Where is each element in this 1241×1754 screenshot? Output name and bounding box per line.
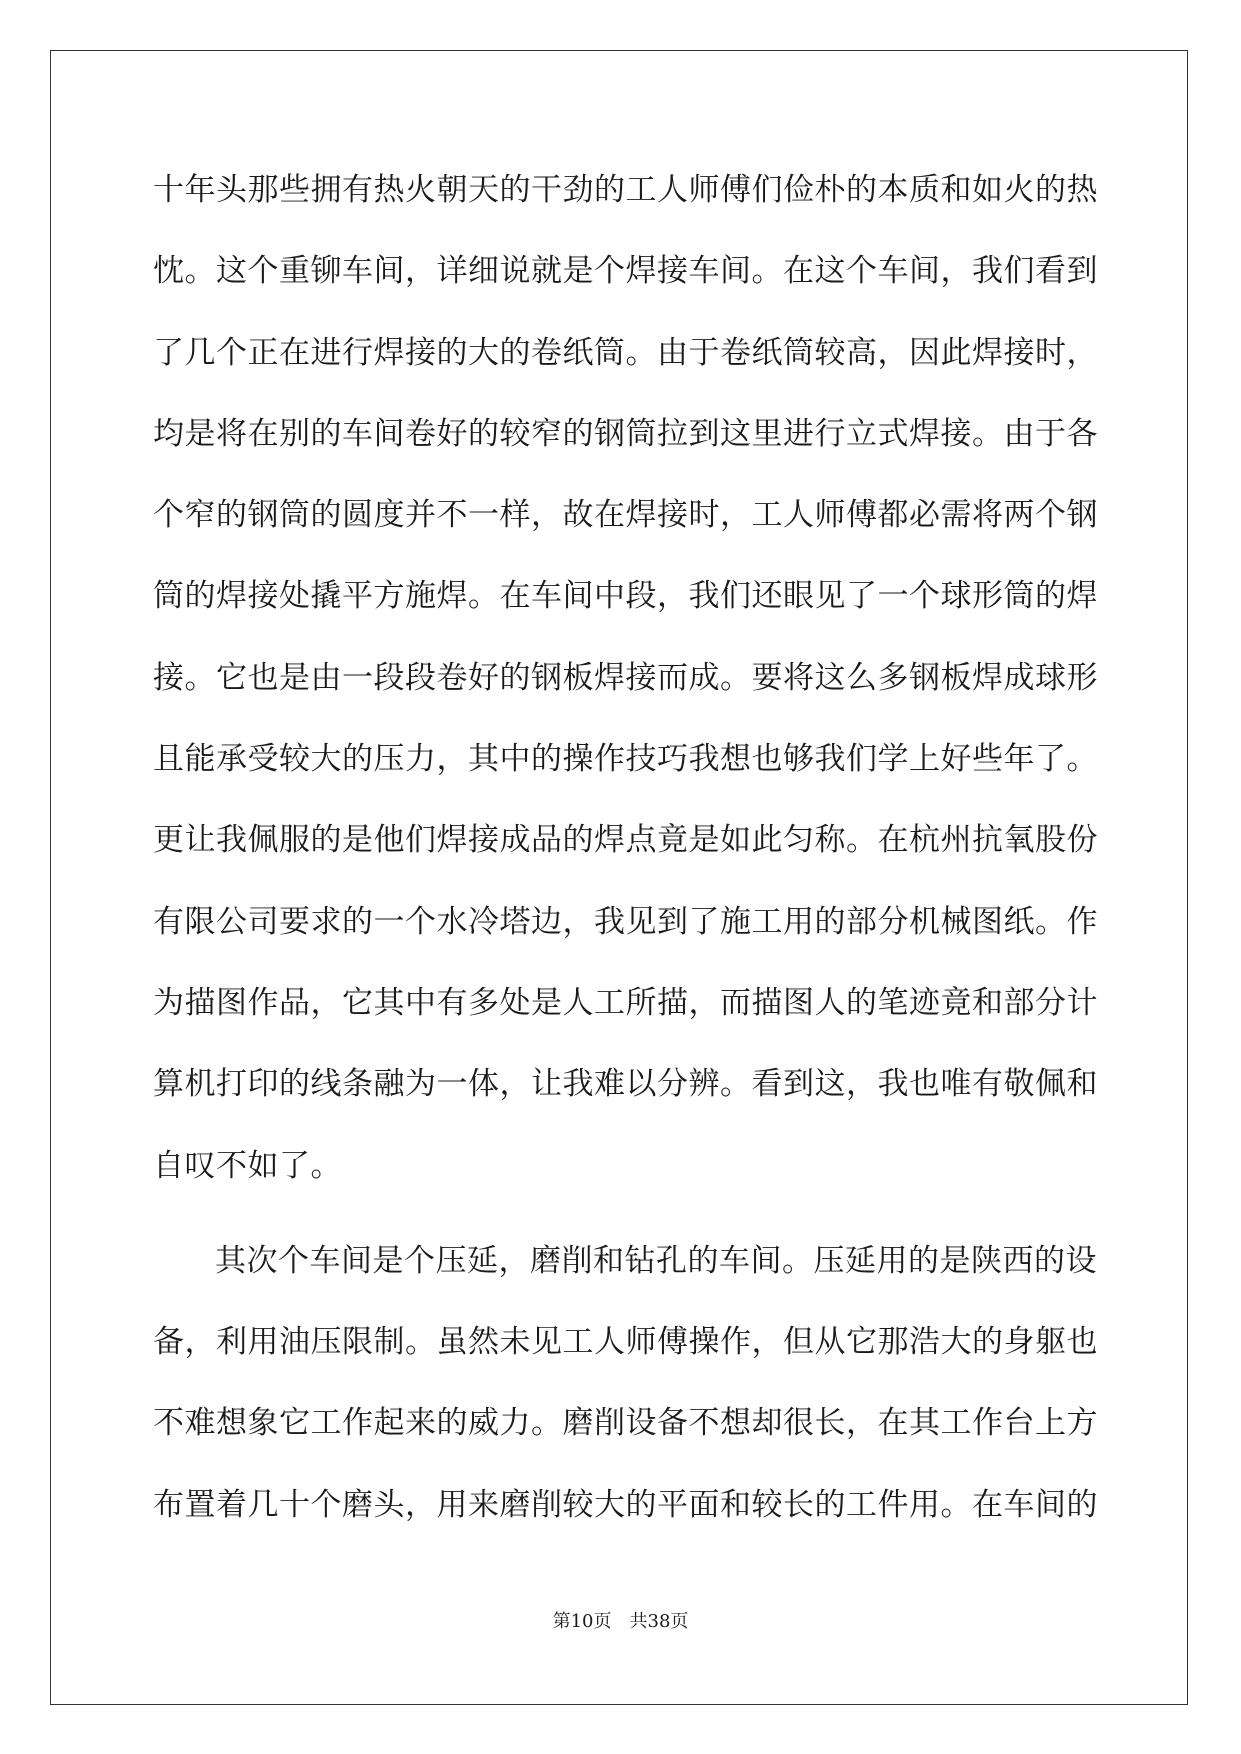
text-line: 且能承受较大的压力，其中的操作技巧我想也够我们学上好些年了。 <box>153 741 1098 778</box>
text-line: 备，利用油压限制。虽然未见工人师傅操作，但从它那浩大的身躯也 <box>153 1324 1098 1361</box>
page-number-footer: 第10页 共38页 <box>552 1611 689 1632</box>
text-line: 了几个正在进行焊接的大的卷纸筒。由于卷纸筒较高，因此焊接时， <box>153 334 1098 371</box>
paragraph-gap <box>153 1217 1085 1231</box>
text-line: 布置着几十个磨头，用来磨削较大的平面和较长的工件用。在车间的 <box>153 1486 1098 1523</box>
paragraph-2 <box>153 1231 1098 1556</box>
text-line: 筒的焊接处撬平方施焊。在车间中段，我们还眼见了一个球形筒的焊 <box>153 578 1098 615</box>
text-line: 自叹不如了。 <box>153 1147 342 1184</box>
paragraph-1 <box>153 160 1098 1217</box>
text-line: 不难想象它工作起来的威力。磨削设备不想却很长，在其工作台上方 <box>153 1405 1098 1442</box>
text-line: 接。它也是由一段段卷好的钢板焊接而成。要将这么多钢板焊成球形 <box>153 659 1098 696</box>
text-line: 其次个车间是个压延，磨削和钻孔的车间。压延用的是陕西的设 <box>215 1242 1097 1279</box>
text-line: 均是将在别的车间卷好的较窄的钢筒拉到这里进行立式焊接。由于各 <box>153 415 1098 452</box>
text-line: 算机打印的线条融为一体，让我难以分辨。看到这，我也唯有敬佩和 <box>153 1066 1098 1103</box>
text-line: 更让我佩服的是他们焊接成品的焊点竟是如此匀称。在杭州抗氧股份 <box>153 822 1098 859</box>
text-line: 有限公司要求的一个水冷塔边，我见到了施工用的部分机械图纸。作 <box>153 903 1098 940</box>
text-line: 十年头那些拥有热火朝天的干劲的工人师傅们俭朴的本质和如火的热 <box>153 172 1098 208</box>
text-line: 忱。这个重铆车间，详细说就是个焊接车间。在这个车间，我们看到 <box>153 253 1098 290</box>
document-body <box>153 160 1098 1556</box>
text-line: 为描图作品，它其中有多处是人工所描，而描图人的笔迹竟和部分计 <box>153 984 1098 1021</box>
text-line: 个窄的钢筒的圆度并不一样，故在焊接时，工人师傅都必需将两个钢 <box>153 497 1098 534</box>
